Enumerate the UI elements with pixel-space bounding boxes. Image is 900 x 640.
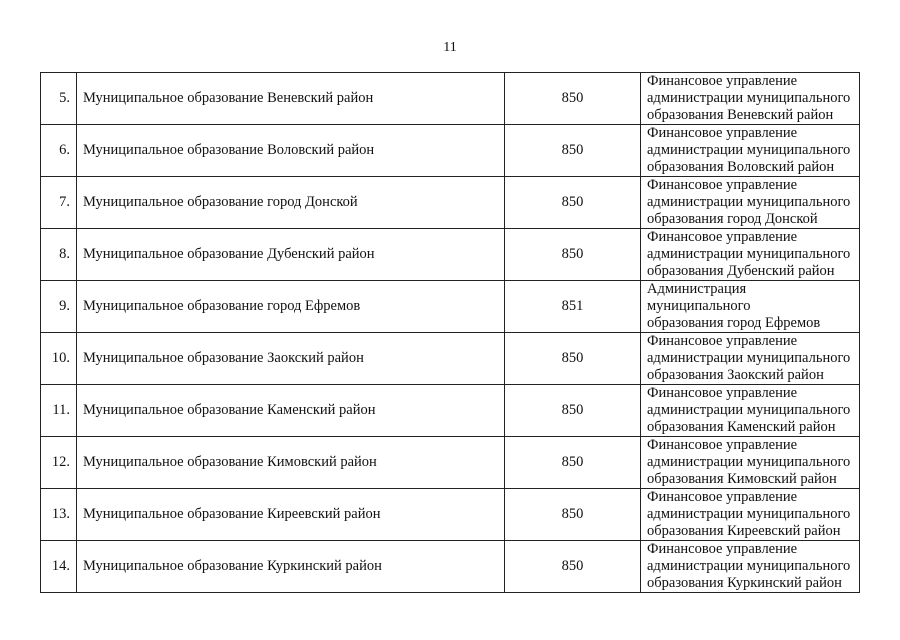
administrator-line: Финансовое управление [647, 125, 798, 141]
administrator-line: Финансовое управление [647, 73, 798, 89]
administrator-line: Финансовое управление [647, 541, 798, 557]
administrator-line: образования Каменский район [647, 419, 836, 435]
administrator-line: администрации муниципального [647, 246, 851, 262]
administrator-cell [641, 437, 860, 489]
page-number: 11 [443, 40, 457, 55]
code-cell: 850 [505, 229, 641, 281]
administrator-cell [641, 125, 860, 177]
administrator-line: образования Заокский район [647, 367, 824, 383]
row-number: 5. [41, 73, 77, 125]
row-number: 11. [41, 385, 77, 437]
administrator-line: образования Воловский район [647, 159, 835, 175]
table-row [41, 73, 860, 125]
municipality-name: Муниципальное образование Заокский район [77, 333, 505, 385]
administrator-cell [641, 281, 860, 333]
administrator-line: Финансовое управление [647, 385, 798, 401]
administrator-cell [641, 333, 860, 385]
table-row [41, 281, 860, 333]
administrator-line: Финансовое управление [647, 437, 798, 453]
municipality-name: Муниципальное образование Каменский район [77, 385, 505, 437]
administrator-line: образования Кимовский район [647, 471, 837, 487]
administrator-cell [641, 489, 860, 541]
municipality-name: Муниципальное образование город Ефремов [77, 281, 505, 333]
administrator-line: администрации муниципального [647, 506, 851, 522]
administrator-line: Финансовое управление [647, 489, 798, 505]
row-number: 14. [41, 541, 77, 593]
municipality-name: Муниципальное образование Дубенский район [77, 229, 505, 281]
code-cell: 850 [505, 437, 641, 489]
municipality-name: Муниципальное образование Воловский район [77, 125, 505, 177]
row-number: 12. [41, 437, 77, 489]
administrator-line: администрации муниципального [647, 194, 851, 210]
table-body [41, 73, 860, 593]
code-cell: 850 [505, 333, 641, 385]
administrator-line: образования Киреевский район [647, 523, 841, 539]
administrator-cell [641, 385, 860, 437]
administrator-line: Финансовое управление [647, 177, 798, 193]
code-cell: 850 [505, 125, 641, 177]
administrator-cell [641, 541, 860, 593]
administrator-line: администрации муниципального [647, 402, 851, 418]
table-row [41, 333, 860, 385]
table-row [41, 177, 860, 229]
row-number: 8. [41, 229, 77, 281]
table-row [41, 489, 860, 541]
code-cell: 850 [505, 541, 641, 593]
administrator-line: образования Дубенский район [647, 263, 835, 279]
administrator-line: администрации муниципального [647, 558, 851, 574]
code-cell: 850 [505, 73, 641, 125]
municipalities-table [40, 72, 860, 593]
row-number: 13. [41, 489, 77, 541]
administrator-cell [641, 73, 860, 125]
table-row [41, 125, 860, 177]
administrator-line: Финансовое управление [647, 229, 798, 245]
administrator-line: образования город Донской [647, 211, 818, 227]
row-number: 10. [41, 333, 77, 385]
administrator-cell [641, 229, 860, 281]
code-cell: 850 [505, 489, 641, 541]
table-row [41, 385, 860, 437]
administrator-line: образования город Ефремов [647, 315, 821, 331]
administrator-line: образования Куркинский район [647, 575, 842, 591]
table-row [41, 541, 860, 593]
code-cell: 850 [505, 177, 641, 229]
code-cell: 850 [505, 385, 641, 437]
row-number: 9. [41, 281, 77, 333]
administrator-line: администрации муниципального [647, 454, 851, 470]
row-number: 7. [41, 177, 77, 229]
administrator-line: Финансовое управление [647, 333, 798, 349]
administrator-line: администрации муниципального [647, 142, 851, 158]
administrator-line: образования Веневский район [647, 107, 834, 123]
table-row [41, 437, 860, 489]
administrator-line: администрации муниципального [647, 350, 851, 366]
municipality-name: Муниципальное образование Куркинский район [77, 541, 505, 593]
municipality-name: Муниципальное образование Веневский район [77, 73, 505, 125]
municipality-name: Муниципальное образование Киреевский район [77, 489, 505, 541]
table-row [41, 229, 860, 281]
administrator-line: администрации муниципального [647, 90, 851, 106]
municipality-name: Муниципальное образование Кимовский район [77, 437, 505, 489]
code-cell: 851 [505, 281, 641, 333]
administrator-line: Администрация муниципального [647, 281, 751, 314]
administrator-cell [641, 177, 860, 229]
municipality-name: Муниципальное образование город Донской [77, 177, 505, 229]
row-number: 6. [41, 125, 77, 177]
